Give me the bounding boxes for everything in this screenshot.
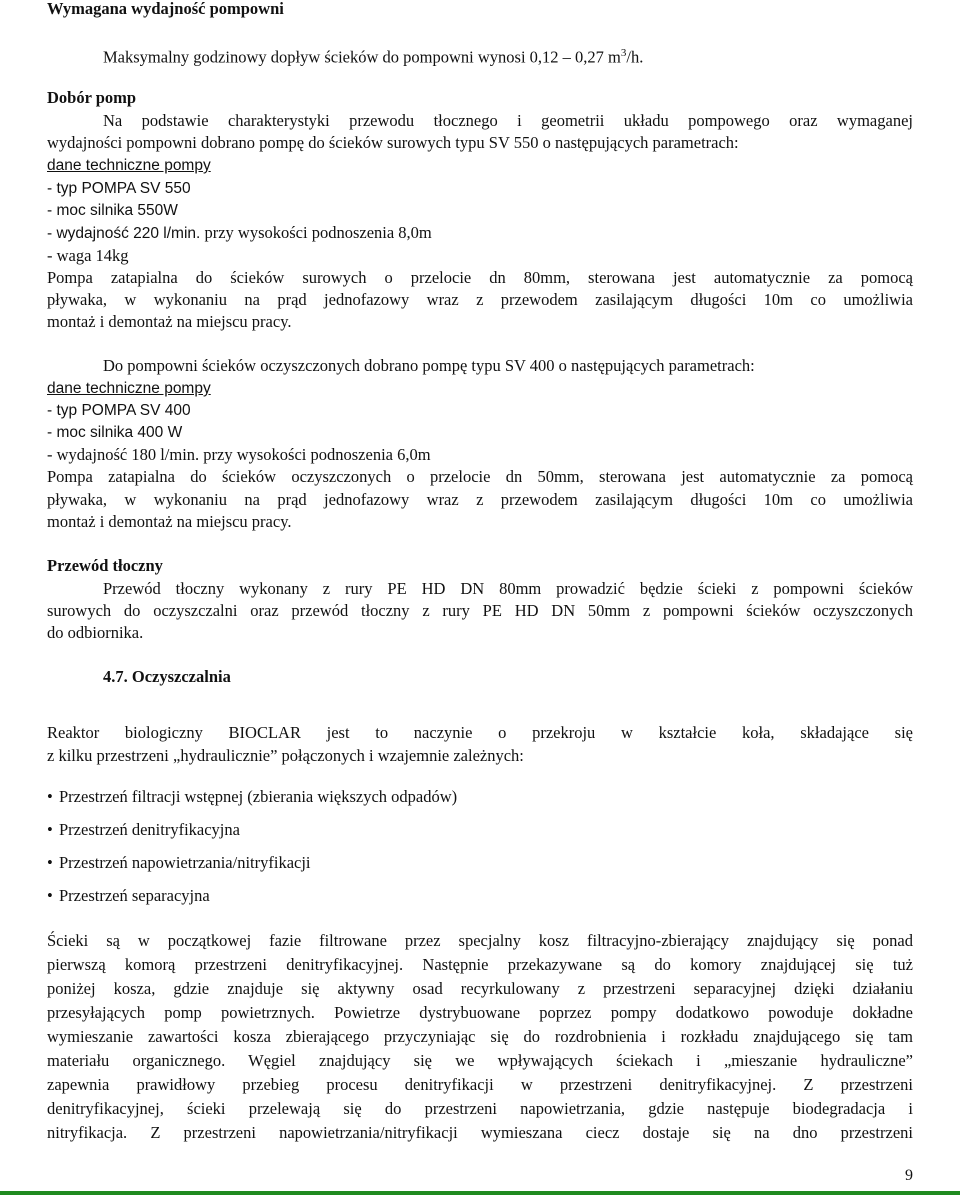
pump2-title: dane techniczne pompy [47, 380, 211, 397]
pump1-param-height: przy wysokości podnoszenia 8,0m [200, 223, 432, 242]
process-line: pierwszą komorą przestrzeni denitryfikacyjnej. Następnie przekazywane są do komory znajdującej się tuż [47, 955, 913, 974]
dobor-intro-line2: wydajności pompowni dobrano pompę do ścieków surowych typu SV 550 o następujących parametrach: [47, 133, 739, 152]
heading-dobor-pomp: Dobór pomp [47, 88, 137, 107]
list-item [47, 818, 240, 841]
inflow-unit-suffix: /h. [626, 47, 644, 67]
pump2-param-height: przy wysokości podnoszenia 6,0m [199, 445, 431, 464]
pump2-param-flow-label: - wydajność 180 l/min. [47, 445, 200, 464]
list-item-label: Przestrzeń filtracji wstępnej (zbierania większych odpadów) [59, 787, 458, 806]
pump1-param-flow-label: - wydajność 220 l/min. [47, 225, 201, 242]
process-line: denitryfikacyjnej, ścieki przelewają się do przestrzeni napowietrzania, gdzie następuje biodegradacja i [47, 1099, 913, 1118]
pump1-param-weight: - waga 14kg [47, 246, 129, 265]
process-line: Ścieki są w początkowej fazie filtrowane przez specjalny kosz filtracyjno-zbierający znajdujący się ponad [47, 931, 913, 950]
heading-przewod-tloczny: Przewód tłoczny [47, 556, 163, 575]
pump2-param-flow [47, 443, 431, 466]
przewod-line3: do odbiornika. [47, 623, 144, 642]
bullet-icon: • [47, 853, 53, 872]
list-item [47, 884, 210, 907]
pump1-desc-line3: montaż i demontaż na miejscu pracy. [47, 312, 292, 331]
oczyszczalnia-intro-line2: z kilku przestrzeni „hydraulicznie” połączonych i wzajemnie zależnych: [47, 746, 524, 765]
pump2-desc-line3: montaż i demontaż na miejscu pracy. [47, 512, 292, 531]
bullet-icon: • [47, 820, 53, 839]
list-item [47, 851, 311, 874]
pump1-title: dane techniczne pompy [47, 157, 211, 174]
pump1-param-type: - typ POMPA SV 550 [47, 180, 191, 197]
dobor-intro-line1: Na podstawie charakterystyki przewodu tłocznego i geometrii układu pompowego oraz wymaganej [103, 111, 913, 130]
oczyszczalnia-intro-line1: Reaktor biologiczny BIOCLAR jest to naczynie o przekroju w kształcie koła, składające się [47, 723, 913, 742]
pump2-param-type: - typ POMPA SV 400 [47, 402, 191, 419]
przewod-line2: surowych do oczyszczalni oraz przewód tłoczny z rury PE HD DN 50mm z pompowni ścieków oczyszczonych [47, 601, 913, 620]
list-item [47, 785, 457, 808]
list-item-label: Przestrzeń denitryfikacyjna [59, 820, 240, 839]
pump1-desc-line2: pływaka, w wykonaniu na prąd jednofazowy wraz z przewodem zasilającym długości 10m co umożliwia [47, 290, 913, 309]
process-line: poniżej kosza, gdzie znajduje się aktywny osad recyrkulowany z przestrzeni separacyjnej dzięki działaniu [47, 979, 913, 998]
list-item-label: Przestrzeń napowietrzania/nitryfikacji [59, 853, 311, 872]
process-line: zapewnia prawidłowy przebieg procesu denitryfikacji w przestrzeni denitryfikacyjnej. Z przestrzeni [47, 1075, 913, 1094]
pump1-param-flow [47, 221, 432, 245]
bullet-icon: • [47, 886, 53, 905]
process-line: materiału organicznego. Węgiel znajdujący się we wpływających ściekach i „mieszanie hydrauliczne” [47, 1051, 913, 1070]
heading-oczyszczalnia: 4.7. Oczyszczalnia [103, 667, 231, 686]
inflow-text [103, 42, 643, 69]
pump1-desc-line1: Pompa zatapialna do ścieków surowych o przelocie dn 80mm, sterowana jest automatycznie za pomocą [47, 268, 913, 287]
inflow-text-main: Maksymalny godzinowy dopływ ścieków do pompowni wynosi 0,12 – 0,27 m [103, 47, 621, 67]
pump2-intro: Do pompowni ścieków oczyszczonych dobrano pompę typu SV 400 o następujących parametrach: [103, 356, 755, 375]
page-number: 9 [905, 1167, 913, 1184]
process-line: przesyłających pomp powietrznych. Powietrze dystrybuowane poprzez pompy dodatkowo powoduje dokładne [47, 1003, 913, 1022]
pump1-param-power: - moc silnika 550W [47, 202, 178, 219]
process-line: wymieszanie zawartości kosza zbierającego przyczyniając się do rozdrobnienia i rozkładu znajdującego się tam [47, 1027, 913, 1046]
inflow-unit-sup: 3 [620, 47, 627, 59]
heading-wymagana-wydajnosc: Wymagana wydajność pompowni [47, 0, 284, 18]
footer-rule [0, 1191, 960, 1195]
przewod-line1: Przewód tłoczny wykonany z rury PE HD DN 80mm prowadzić będzie ścieki z pompowni ścieków [103, 579, 913, 598]
bullet-icon: • [47, 787, 53, 806]
pump2-desc-line2: pływaka, w wykonaniu na prąd jednofazowy wraz z przewodem zasilającym długości 10m co umożliwia [47, 490, 913, 509]
pump2-param-power: - moc silnika 400 W [47, 424, 183, 441]
process-line: nitryfikacja. Z przestrzeni napowietrzania/nitryfikacji wymieszana ciecz dostaje się na dno przestrzeni [47, 1123, 913, 1142]
list-item-label: Przestrzeń separacyjna [59, 886, 210, 905]
pump2-desc-line1: Pompa zatapialna do ścieków oczyszczonych o przelocie dn 50mm, sterowana jest automatycznie za pomocą [47, 467, 913, 486]
